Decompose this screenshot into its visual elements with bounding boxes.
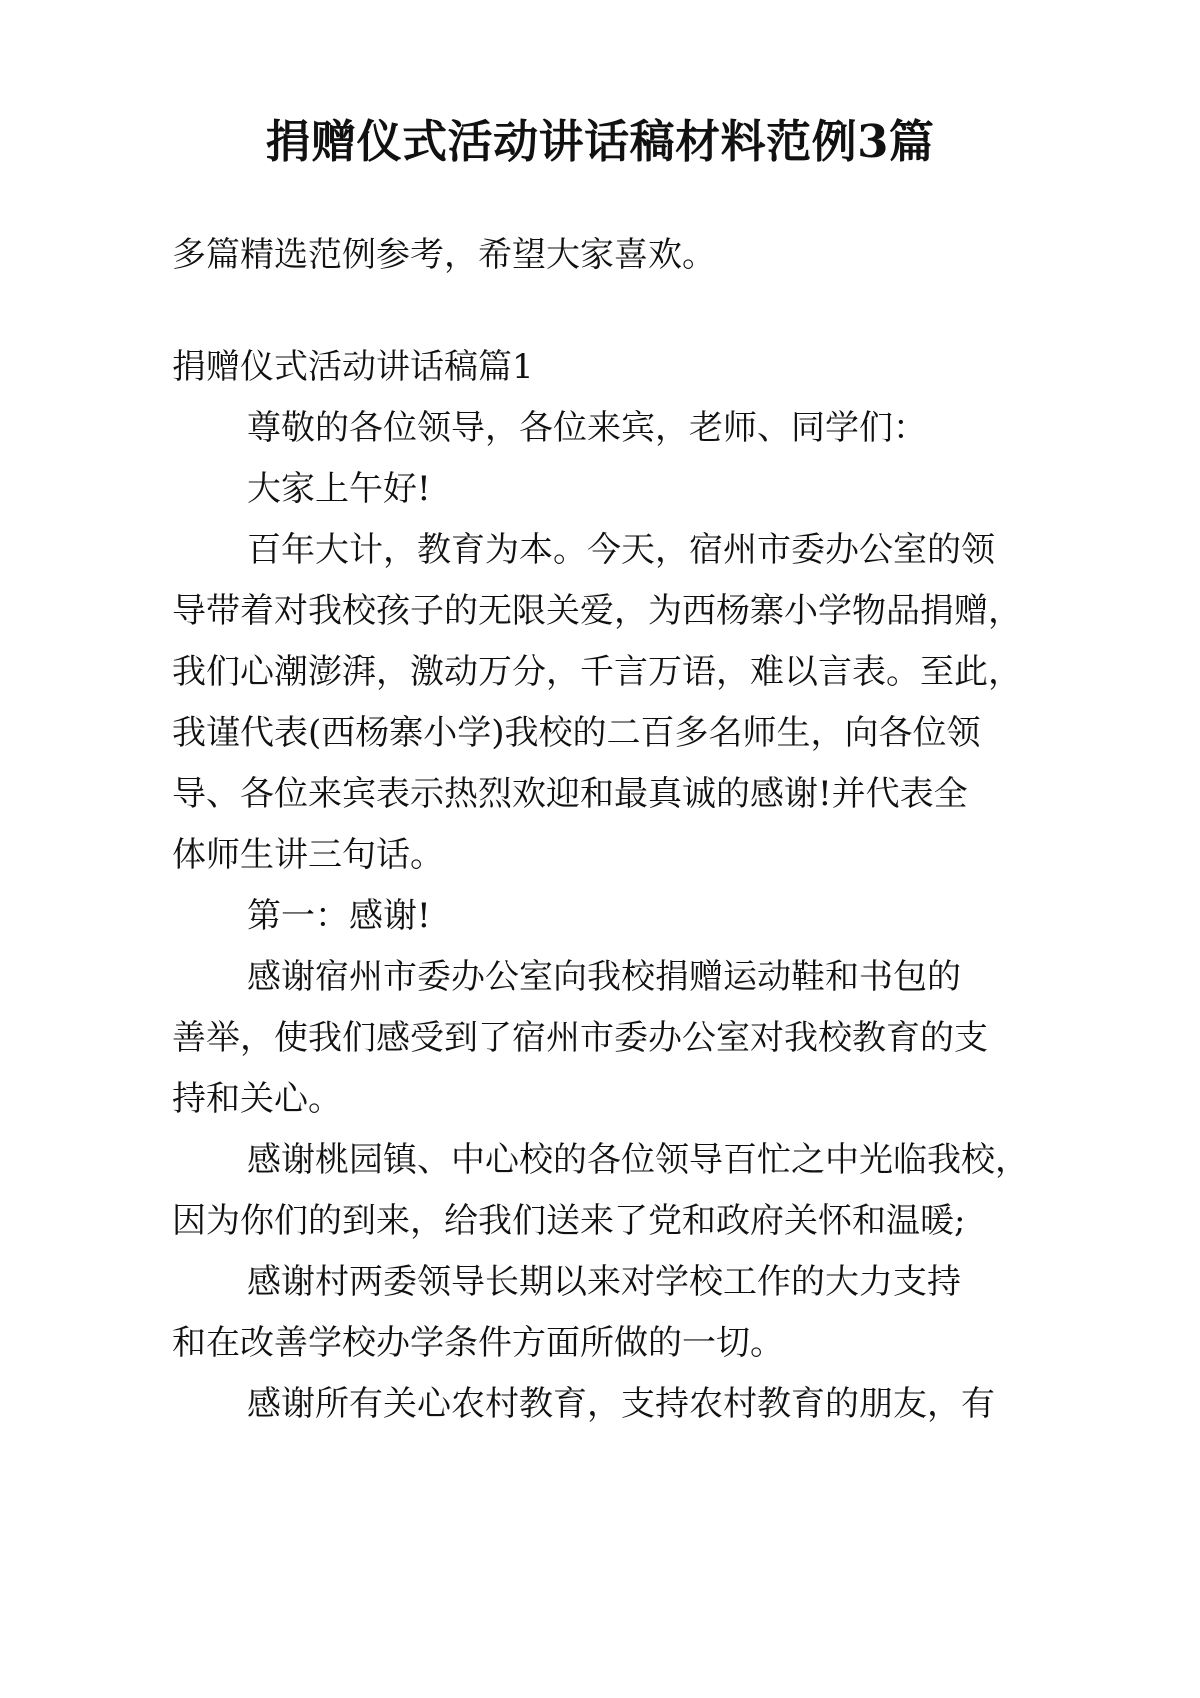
paragraph-line: 感谢所有关心农村教育，支持农村教育的朋友，有 <box>247 1384 995 1424</box>
subheading-first-thanks: 第一：感谢! <box>247 896 431 936</box>
paragraph-line: 我谨代表(西杨寨小学)我校的二百多名师生，向各位领 <box>172 713 981 753</box>
greeting: 大家上午好! <box>247 469 431 509</box>
salutation: 尊敬的各位领导，各位来宾，老师、同学们： <box>247 408 927 448</box>
paragraph-line: 百年大计，教育为本。今天，宿州市委办公室的领 <box>247 530 995 570</box>
paragraph-line: 感谢宿州市委办公室向我校捐赠运动鞋和书包的 <box>247 957 961 997</box>
paragraph-line: 感谢桃园镇、中心校的各位领导百忙之中光临我校， <box>247 1140 1029 1180</box>
paragraph-line: 善举，使我们感受到了宿州市委办公室对我校教育的支 <box>172 1018 988 1058</box>
paragraph-line: 我们心潮澎湃，激动万分，千言万语，难以言表。至此， <box>172 652 1022 692</box>
paragraph-line: 体师生讲三句话。 <box>172 835 444 875</box>
paragraph-line: 持和关心。 <box>172 1079 342 1119</box>
paragraph-line: 感谢村两委领导长期以来对学校工作的大力支持 <box>247 1262 961 1302</box>
paragraph-line: 和在改善学校办学条件方面所做的一切。 <box>172 1323 784 1363</box>
paragraph-line: 因为你们的到来，给我们送来了党和政府关怀和温暖; <box>172 1201 966 1241</box>
document-title: 捐赠仪式活动讲话稿材料范例3篇 <box>265 115 935 168</box>
section-heading: 捐赠仪式活动讲话稿篇1 <box>172 347 534 387</box>
paragraph-line: 导带着对我校孩子的无限关爱，为西杨寨小学物品捐赠， <box>172 591 1022 631</box>
paragraph-line: 导、各位来宾表示热烈欢迎和最真诚的感谢!并代表全 <box>172 774 968 814</box>
intro-text: 多篇精选范例参考，希望大家喜欢。 <box>172 235 716 275</box>
